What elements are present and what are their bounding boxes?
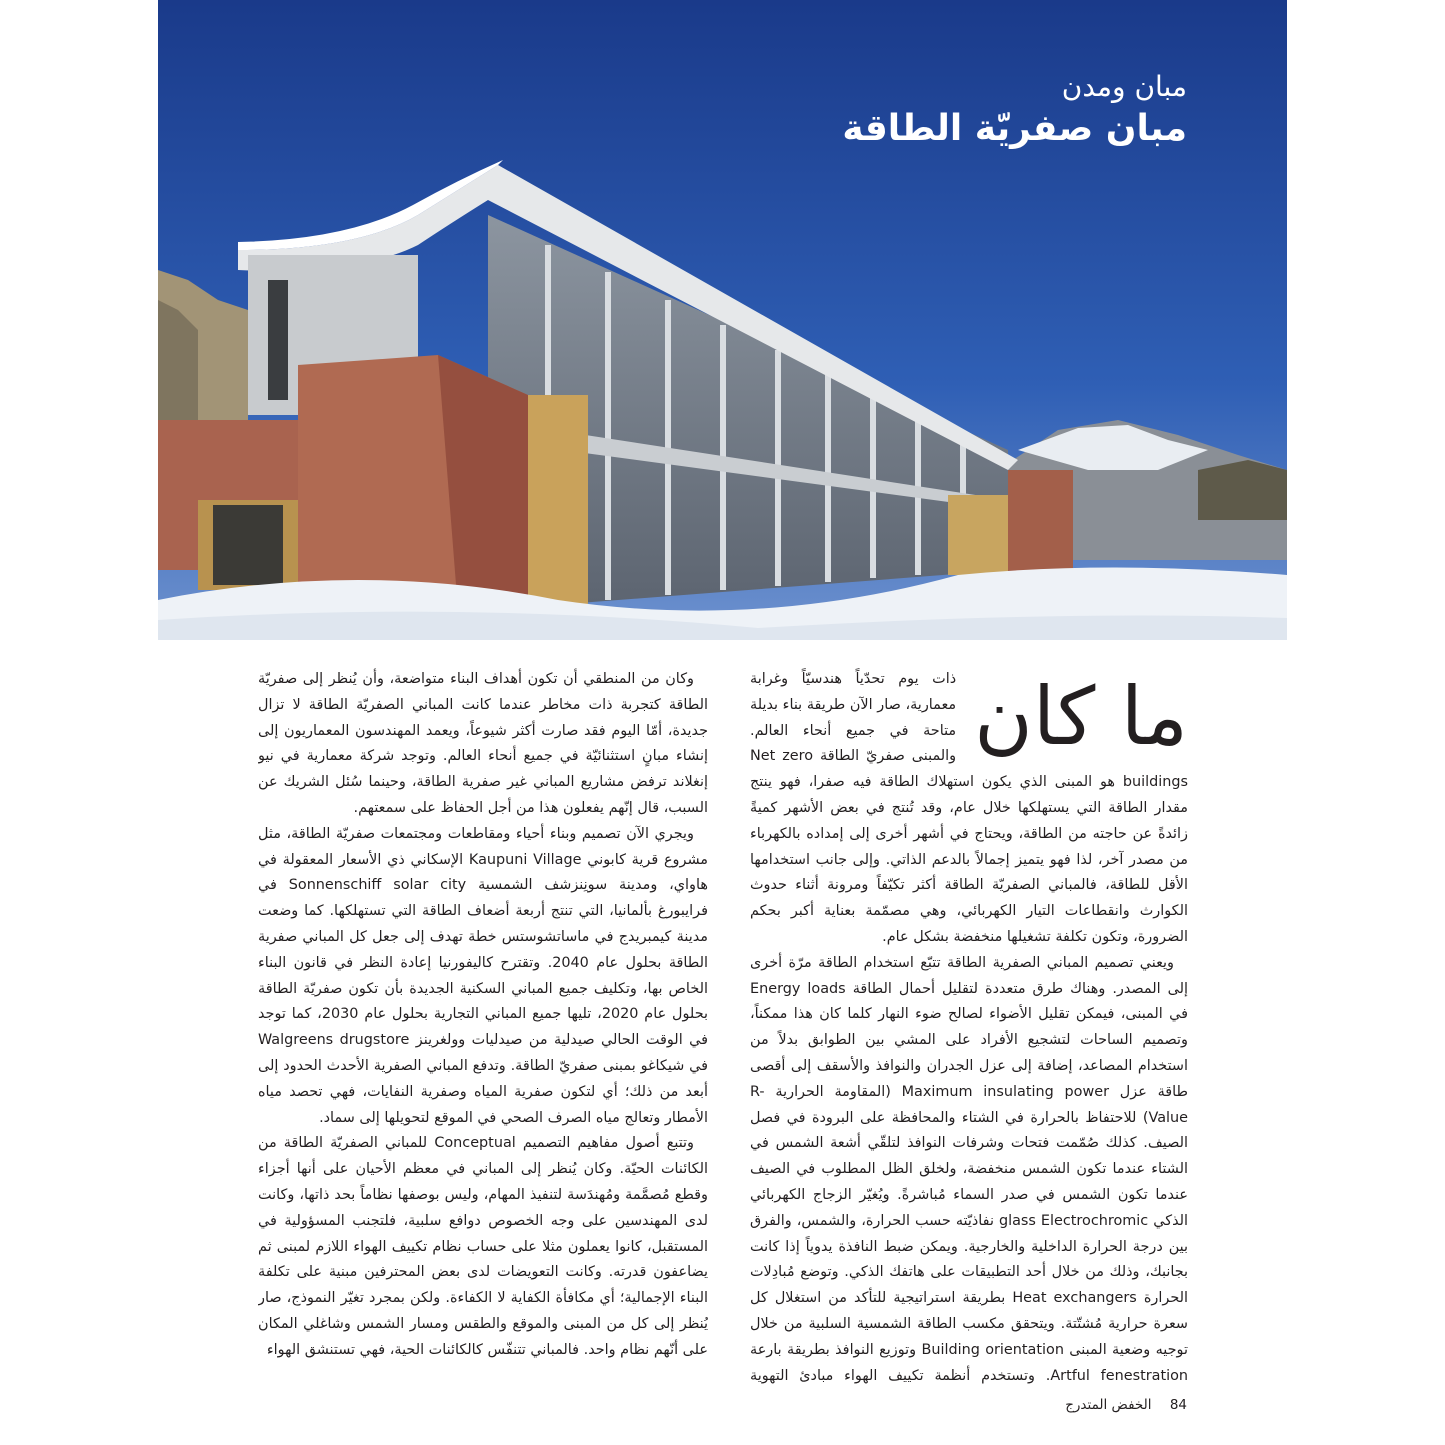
paragraph: وتتبع أصول مفاهيم التصميم Conceptual للمباني الصفريّة الطاقة من الكائنات الحيّة. وكان يُنظر إلى المباني في معظم الأحيان على أنها أجزاء وقطع مُصمَّمة ومُهندَسة لتنفيذ المهام، وليس بوصفها نظاماً بحد ذاتها، وكانت لدى المهندسين على وجه الخصوص دوافع سلبية، فلتجنب المسؤولية في المستقبل، كانوا يعملون مثلا على حساب نظام تكييف الهواء اللازم لمبنى ثم يضاعفون قدرته. وكانت التعويضات لدى بعض المحترفين مبنية على تكلفة البناء الإجمالية؛ أي مكافأة الكفاية لا الكفاءة. ولكن بمجرد تغيّر النموذج، صار يُنظر إلى كل من المبنى والموقع والطقس ومسار الشمس وشاغلي المكان على أنّهم نظام واحد. فالمباني تتنفّس كالكائنات الحية، فهي تستنشق الهواء [258, 1135, 708, 1358]
paragraph: وكان من المنطقي أن تكون أهداف البناء متواضعة، وأن يُنظر إلى صفريّة الطاقة كتجربة ذات مخاطر عندما كانت المباني الصفريّة الطاقة لا تزال جديدة، أمّا اليوم فقد صارت أكثر شيوعاً، ويعمد المهندسون المعماريون إلى إنشاء مبانٍ استثنائيّة في جميع أنحاء العالم. وتوجد شركة معمارية في نيو إنغلاند ترفض مشاريع المباني غير صفرية الطاقة، وحينما سُئل الشريك عن السبب، قال إنّهم يفعلون هذا من أجل الحفاظ على سمعتهم. [258, 671, 708, 816]
paragraph: ويعني تصميم المباني الصفرية الطاقة تتبّع استخدام الطاقة مرّة أخرى إلى المصدر. وهناك طرق متعددة لتقليل أحمال الطاقة Energy loads في المبنى، فيمكن تقليل الأضواء لصالح ضوء النهار كلما كان هذا ممكناً، وتصميم الساحات لتشجيع الأفراد على المشي بين الطوابق بدلاً من استخدام المصاعد، إضافة إلى عزل الجدران والنوافذ والأسقف إلى أقصى طاقة عزل Maximum insulating power (المقاومة الحرارية R-Value) للاحتفاظ بالحرارة في الشتاء والمحافظة على البرودة في فصل الصيف. كذلك صُمّمت فتحات وشرفات النوافذ لتلقّي أشعة الشمس في الشتاء عندما تكون الشمس منخفضة، ولخلق الظل المطلوب في الصيف عندما تكون الشمس في صدر السماء مُباشرةً. ويُغيّر الزجاج الكهربائي الذكي glass Electrochromic نفاذيّته حسب الحرارة، والشمس، والفرق بين درجة الحرارة الداخلية والخارجية. ويمكن ضبط النافذة يدوياً إذا كانت بجانبك، وذلك من خلال أحد التطبيقات على هاتفك الذكي. وتوضع مُبادِلات الحرارة Heat exchangers بطريقة استراتيجية للتأكد من استغلال كل سعرة حرارية مُشتّتة. ويتحقق مكسب الطاقة الشمسية السلبية من خلال توجيه وضعية المبنى Building orientation وتوزيع النوافذ بطريقة بارعة Artful fenestration. وتستخدم أنظمة تكييف الهواء مبادئ التهوية [750, 954, 1188, 1384]
paragraph: ويجري الآن تصميم وبناء أحياء ومقاطعات ومجتمعات صفريّة الطاقة، مثل مشروع قرية كابوني Kaupuni Village الإسكاني ذي الأسعار المعقولة في هاواي، ومدينة سونِنزشف الشمسية Sonnenschiff solar city في فرايبورغ بألمانيا، التي تنتج أربعة أضعاف الطاقة التي تستهلكها. كما وضعت مدينة كيمبريدج في ماساتشوستس خطة تهدف إلى جعل كل المباني صفرية الطاقة بحلول عام 2040. وتقترح كاليفورنيا إعادة النظر في قانون البناء الخاص بها، وتكليف جميع المباني السكنية الجديدة بأن تكون صفريّة الطاقة بحلول عام 2020، تليها جميع المباني التجارية بحلول عام 2030، كما توجد في الوقت الحالي صيدلية من صيدليات وولغرينز Walgreens drugstore في شيكاغو بمبنى صفريّ الطاقة. وتدفع المباني الصفرية الأحدث الحدود إلى أبعد من ذلك؛ أي لتكون صفرية المياه وصفرية النفايات، فهي تحصد مياه الأمطار وتعالج مياه الصرف الصحي في الموقع لتحويلها إلى سماد. [258, 825, 708, 1126]
section-name: الخفض المتدرج [1065, 1397, 1152, 1413]
article-title: مبان صفريّة الطاقة [842, 108, 1187, 149]
article-column-left [258, 667, 708, 1387]
paragraph: ذات يوم تحدّياً هندسيّاً وغرابة معمارية، صار الآن طريقة بناء بديلة متاحة في جميع أنحاء العالم. والمبنى صفريّ الطاقة Net zero buildings هو المبنى الذي يكون استهلاك الطاقة فيه صفرا، فهو ينتج مقدار الطاقة التي يستهلكها خلال عام، وقد تُنتج في بعض الأشهر كميةً زائدةً عن حاجته من الطاقة، ويحتاج في أشهر أخرى إلى إمداده بالكهرباء من مصدر آخر، لذا فهو يتميز إجمالاً بالدعم الذاتي. وإلى جانب استخدامها الأقل للطاقة، فالمباني الصفريّة الطاقة أكثر تكيّفاً ومرونة أثناء حدوث الكوارث وانقطاعات التيار الكهربائي، وهي مصمّمة بعناية أكبر بحكم الضرورة، وتكون تكلفة تشغيلها منخفضة بشكل عام. [750, 671, 1188, 945]
section-kicker: مبان ومدن [1061, 70, 1187, 103]
page-number: 84 [1169, 1397, 1187, 1413]
page-footer [1065, 1397, 1187, 1413]
article-column-right [750, 667, 1188, 1387]
drop-cap: ما كان [974, 670, 1188, 763]
